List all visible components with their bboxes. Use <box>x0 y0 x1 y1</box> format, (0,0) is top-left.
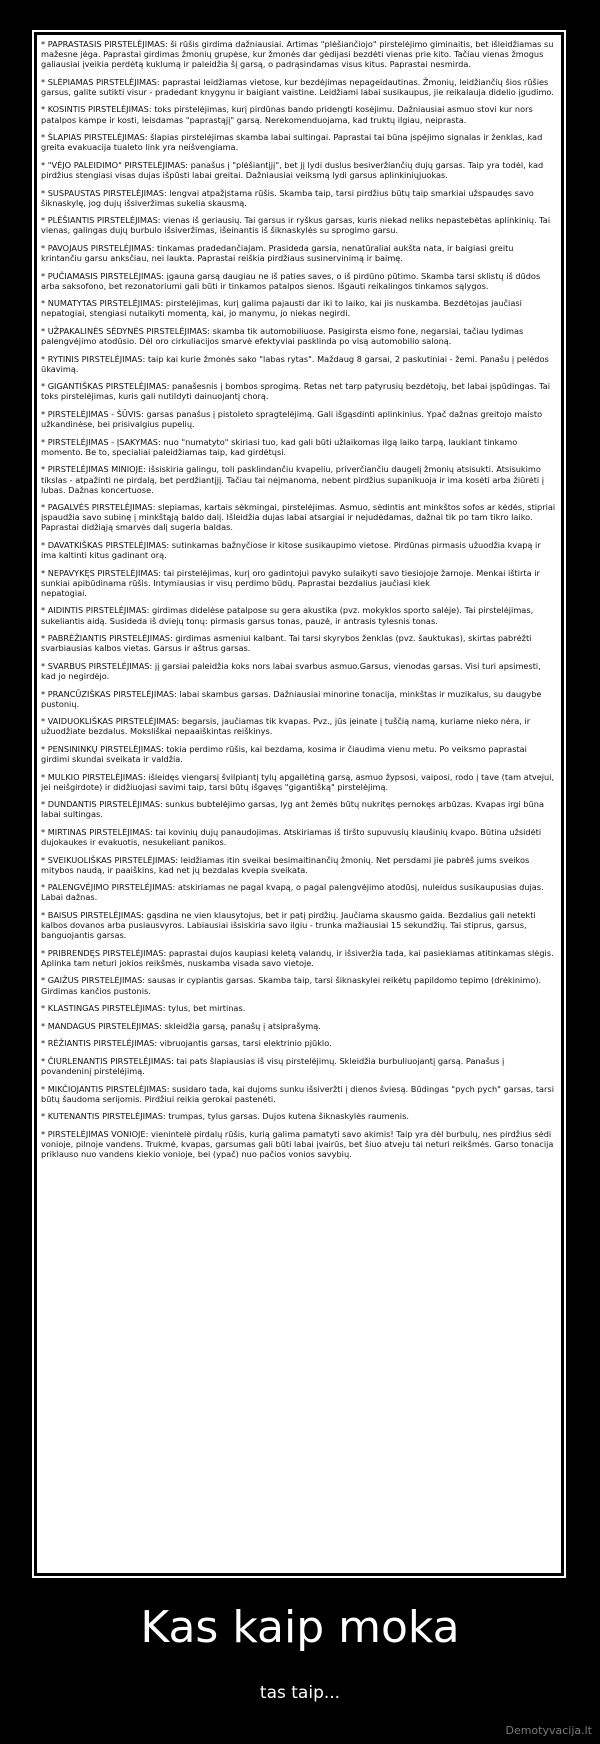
poster-entry: * BAISUS PIRSTELĖJIMAS: gąsdina ne vien klausytojus, bet ir patį pirdžių. Jaučiama skausmo gaida. Bezdalius gali netekti kalbos dovanos arba pusiausvyros. Labiausiai išsiskiria savo ilgiu - trunka mažiausiai 15 sekundžių. Tai stiprus, garsus, banguojantis garsas. <box>41 910 536 941</box>
site-watermark[interactable]: Demotyvacija.lt <box>505 1724 592 1737</box>
poster-entry: * GIGANTIŠKAS PIRSTELĖJIMAS: panašesnis į bombos sprogimą. Retas net tarp patyrusių bezdėtojų, bet labai įspūdingas. Tai toks pirstelėjimas, kuris gali nutildyti dainuojantį chorą. <box>41 381 551 402</box>
poster-entry: * MIKČIOJANTIS PIRSTELĖJIMAS: susidaro tada, kai dujoms sunku išsiveržti į dienos šviesą. Būdingas "pych pych" garsas, tarsi būtų šaudoma serijomis. Pirdžiui reikia gerokai pastenėti. <box>41 1083 554 1104</box>
poster-entry: * MULKIO PIRSTELĖJIMAS: išleidęs viengarsį švilpiantį tylų apgailėtiną garsą, asmuo žypsosi, vaiposi, rodo į tave (tam atvejui, jei neišgirdote) ir didžiuojasi savimi taip, tarsi būtų išgavęs "gigantišką" pirstelėjimą. <box>41 771 555 792</box>
poster-entry: * MIRTINAS PIRSTELĖJIMAS: tai kovinių dujų panaudojimas. Atskiriamas iš tiršto supuvusių kiaušinių kvapo. Būtina užsidėti dujokaukes ir evakuotis, nesukeliant panikos. <box>41 826 542 848</box>
poster-entry: * AIDINTIS PIRSTELĖJIMAS: girdimas didelėse patalpose su gera akustika (pvz. mokyklos sporto salėje). Tai pirstelėjimas, sukeliantis aidą. Susideda iš dviejų tonų: pirmasis garsus tonas, pauzė, ir antrasis tylesnis tonas. <box>41 605 534 626</box>
poster-entry: * SVEIKUOLIŠKAS PIRSTELĖJIMAS: leidžiamas itin sveikai besimaitinančių žmonių. Net persdami jie pabrėš jums sveikos mitybos naudą, ir paaiškins, kad net jų bezdalas kvepia sveikata. <box>41 854 530 875</box>
poster-entry: * NEPAVYKĘS PIRSTELĖJIMAS: tai pirstelėjimas, kurį oro gadintojui pavyko sulaikyti savo tiesiojoje žarnoje. Menkai ištirta ir sunkiai apibūdinama rūšis. Intymiausias ir visų perdimo būdų. Paprastai bezdalius jaučiasi kiek nepatogiai. <box>41 567 540 598</box>
poster-entry: * PAGALVĖS PIRSTELĖJIMAS: slepiamas, kartais sėkmingai, pirstelėjimas. Asmuo, sėdintis ant minkštos sofos ar kėdės, stipriai įspaudžia savo subinę į minkštąją baldo dalį. Išleidžia dujas labai atsargiai ir nejudėdamas, dažnai tik po tam tikro laiko. Paprastai didžiąją smarvės dalį sugeria baldas. <box>41 502 556 533</box>
poster-entry: * ŠLAPIAS PIRSTELĖJIMAS: šlapias pirstelėjimas skamba labai sultingai. Paprastai tai būna įspėjimo signalas ir ženklas, kad greita evakuacija tualeto link yra neišvengiama. <box>41 132 543 153</box>
poster-entry: * KLASTINGAS PIRSTELĖJIMAS: tylus, bet mirtinas. <box>41 1003 246 1014</box>
poster-entry: * PIRSTELĖJIMAS - ĮSAKYMAS: nuo "numatyto" skiriasi tuo, kad gali būti užlaikomas ilgą laiko tarpą, laukiant tinkamo momento. Be to, specialiai paleidžiamas taip, kad girdėtųsi. <box>41 436 518 457</box>
poster-entry: * UŽPAKALINĖS SĖDYNĖS PIRSTELĖJIMAS: skamba tik automobiliuose. Pasigirsta eismo fone, negarsiai, tačiau lydimas palengvėjimo atodūsio. Dėl oro cirkuliacijos smarvė efektyviai pasklinda po visą automobilio saloną. <box>41 325 524 347</box>
poster-entry: * ČIURLENANTIS PIRSTELĖJIMAS: tai pats šlapiausias iš visų pirstelėjimų. Skleidžia burbuliuojantį garsą. Panašus į povandeninį pirstelėjimą. <box>41 1055 505 1077</box>
poster-entry: * DAVATKIŠKAS PIRSTELĖJIMAS: sutinkamas bažnyčiose ir kitose susikaupimo vietose. Pirdūnas pirmasis užuodžia kvapą ir ima kaltinti kitus gadinant orą. <box>41 539 541 561</box>
poster-entry: * VAIDUOKLIŠKAS PIRSTELĖJIMAS: begarsis, jaučiamas tik kvapas. Pvz., jūs įeinate į tuščią namą, kuriame nieko nėra, ir užuodžiate bezdalus. Moksliškai nepaaiškintas reiškinys. <box>41 716 531 737</box>
poster-entry: * PAPRASTASIS PIRSTELĖJIMAS: ši rūšis girdima dažniausiai. Artimas "plėšiančiojo" pirstelėjimo giminaitis, bet išleidžiamas su mažesne jėga. Paprastai girdimas žmonių grupėse, kur žmonės dar gėdijasi bezdėti vienas prie kito. Tačiau vienas žmogus galiausiai įveikia perdėtą kuklumą ir paleidžia šį garsą, o padrąsindamas visus kitus. Paprastai nesmirda. <box>41 39 554 70</box>
poster-entry: * PUČIAMASIS PIRSTELĖJIMAS: įgauna garsą daugiau ne iš paties saves, o iš pirdūno pūtimo. Skamba tarsi sklistų iš dūdos arba saksofono, bet rezonatoriumi gali būti ir tinkamos patalpos sienos. Išgauti reikalingos tinkamos sąlygos. <box>41 270 541 291</box>
poster-entry: * PRIBRENDĘS PIRSTELĖJIMAS: paprastai dujos kaupiasi keletą valandų, ir išsiveržia tada, kai pasiekiamas atitinkamas slėgis. Aplinka tam neturi jokios reikšmės, nuskamba visada savo vietoje. <box>41 947 554 968</box>
poster-entry: * GAIŽUS PIRSTELĖJIMAS: sausas ir cypiantis garsas. Skamba taip, tarsi šiknaskylei reikėtų papildomo tepimo (drėkinimo). Girdimas kančios pustonis. <box>41 975 542 996</box>
poster-entry: * SUSPAUSTAS PIRSTELĖJIMAS: lengvai atpažįstama rūšis. Skamba taip, tarsi pirdžius būtų taip smarkiai užspaudęs savo šiknaskylę, jog dujų išsiveržimas sukelia skausmą. <box>41 187 534 208</box>
poster-entry: * MANDAGUS PIRSTELĖJIMAS: skleidžia garsą, panašų į atsiprašymą. <box>41 1020 321 1031</box>
poster-entry: * PRANCŪZIŠKAS PIRSTELĖJIMAS: labai skambus garsas. Dažniausiai minorine tonacija, minkštas ir muzikalus, su daugybe pustonių. <box>41 688 542 709</box>
poster-entry: * PIRSTELĖJIMAS MINIOJE: išsiskiria galingu, toli pasklindančiu kvapeliu, priverčiančiu daugelį žmonių atsisukti. Atsisukimo tikslas - atpažinti ne pirdalą, bet perdžiantįjį. Tačiau tai neįmanoma, nebent pirdžius supanikuoja ir ima kosėti arba žiūrėti į lubas. Dažnas koncertuose. <box>41 464 545 495</box>
poster-frame <box>32 30 566 1578</box>
poster-entry: * PABRĖŽIANTIS PIRSTELĖJIMAS: girdimas asmeniui kalbant. Tai tarsi skyrybos ženklas (pvz. šauktukas), skirtas pabrėžti svarbiausias kalbos vietas. Garsus ir aštrus garsas. <box>41 633 532 654</box>
poster-entry: * DUNDANTIS PIRSTELĖJIMAS: sunkus bubtelėjimo garsas, lyg ant žemės būtų nukritęs pernokęs arbūzas. Kvapas irgi būna labai sultingas. <box>41 799 544 820</box>
poster-entry: * NUMATYTAS PIRSTELĖJIMAS: pirstelėjimas, kurį galima pajausti dar iki to laiko, kai jis nuskamba. Bezdėtojas jaučiasi nepatogiai, stengiasi nutaikyti momentą, kai, jo manymu, jo niekas negirdi. <box>41 298 522 319</box>
poster-entry: * SVARBUS PIRSTELĖJIMAS: jį garsiai paleidžia koks nors labai svarbus asmuo.Garsus, vienodas garsas. Visi turi apsimesti, kad jo negirdėjo. <box>41 660 541 681</box>
poster-entry: * RYTINIS PIRSTELĖJIMAS: taip kai kurie žmonės sako "labas rytas". Maždaug 8 garsai, 2 paskutiniai - žemi. Panašu į pelėdos ūkavimą. <box>41 353 549 374</box>
poster-entry: * KOSINTIS PIRSTELĖJIMAS: toks pirstelėjimas, kurį pirdūnas bando pridengti kosėjimu. Dažniausiai asmuo stovi kur nors patalpos kampe ir kosti, leisdamas "paprastąjį" garsą. Nerekomenduojama, kad truktų ilgiau, neiprasta. <box>41 104 533 125</box>
poster-entry: * "VĖJO PALEIDIMO" PIRSTELĖJIMAS: panašus į "plėšiantįjį", bet jį lydi duslus besiveržiančių dujų garsas. Taip yra todėl, kad pirdžius stengiasi visas dujas išpūsti labai greitai. Dažniausiai veiksmą lydi garsus aplinkiniųjuokas. <box>41 159 544 180</box>
poster-title: Kas kaip moka <box>140 1602 460 1653</box>
poster-subtitle: tas taip... <box>259 1683 341 1703</box>
poster-image <box>37 35 561 1573</box>
poster-entry: * PENSININKŲ PIRSTELĖJIMAS: tokia perdimo rūšis, kai bezdama, kosima ir čiaudima vienu metu. Po veiksmo paprastai girdimi skundai sveikata ir valdžia. <box>41 743 527 764</box>
poster-entry: * PLĖŠIANTIS PIRSTELĖJIMAS: vienas iš geriausių. Tai garsus ir ryškus garsas, kuris niekad neliks nepastebėtas aplinkinių. Tai vienas, galingas dujų burbulo išsiveržimas, išeinantis iš šiknaskylės su sprogimo garsu. <box>41 215 551 236</box>
poster-entry: * KUTENANTIS PIRSTELĖJIMAS: trumpas, tylus garsas. Dujos kutena šiknaskylės raumenis. <box>41 1111 409 1122</box>
poster-entry: * PAVOJAUS PIRSTELĖJIMAS: tinkamas pradedančiajam. Prasideda garsia, nenatūraliai aukšta nata, ir baigiasi greitu krintančiu garsu anksčiau, nei laukta. Paprastai reiškia pirdžiaus susinervinimą ir baimę. <box>41 242 514 263</box>
poster-entry: * PIRSTELĖJIMAS - ŠŪVIS: garsas panašus į pistoleto spragtelėjimą. Gali išgąsdinti aplinkinius. Ypač dažnas greitojo maisto užkandinėse, bei prisivalgius pupelių. <box>41 409 543 430</box>
poster-entry: * PIRSTELĖJIMAS VONIOJE: vienintelė pirdalų rūšis, kurią galima pamatyti savo akimis! Taip yra dėl burbulų, nes pirdžius sėdi vonioje, pilnoje vandens. Trukmė, kvapas, garsumas gali būti labai įvairūs, bet šiuo atveju tai neturi reikšmės. Garso tonacija priklauso nuo vandens kiekio vonioje, bei (ypač) nuo pačios vonios savybių. <box>41 1128 554 1160</box>
poster-entry: * RĖŽIANTIS PIRSTELĖJIMAS: vibruojantis garsas, tarsi elektrinio pjūklo. <box>41 1038 332 1049</box>
poster-entry: * PALENGVĖJIMO PIRSTELĖJIMAS: atskiriamas ne pagal kvapą, o pagal palengvėjimo atodūsį, nuleidus susikaupusias dujas. Labai dažnas. <box>41 882 544 903</box>
poster-entry: * SLĖPIAMAS PIRSTELĖJIMAS: paprastai leidžiamas vietose, kur bezdėjimas nepageidautinas. Žmonių, leidžiančių šios rūšies garsus, galite sutikti visur - pradedant knygynu ir baigiant vaistine. Leidžiami labai susikaupus, jie reikalauja didelio įgudimo. <box>41 76 554 97</box>
